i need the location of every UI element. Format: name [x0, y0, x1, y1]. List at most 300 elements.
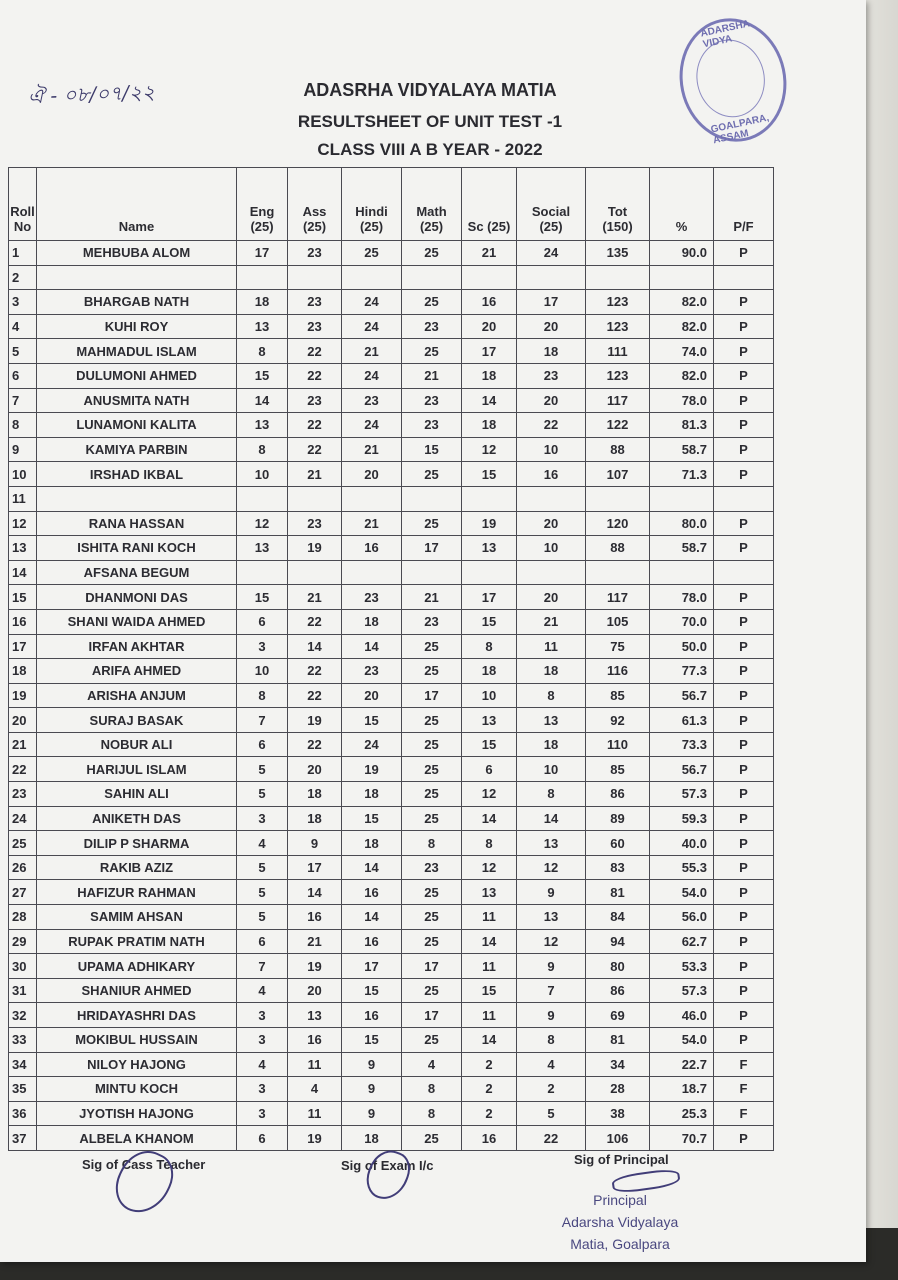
- social-cell: 23: [517, 363, 586, 388]
- social-cell: 20: [517, 585, 586, 610]
- sc-cell: 12: [462, 855, 517, 880]
- roll-no-cell: 23: [9, 782, 37, 807]
- roll-no-cell: 12: [9, 511, 37, 536]
- ass-cell: 11: [288, 1052, 342, 1077]
- total-cell: 106: [586, 1126, 650, 1151]
- table-row: [9, 536, 774, 561]
- ass-cell: 23: [288, 511, 342, 536]
- hindi-cell: 25: [342, 241, 402, 266]
- eng-cell: 6: [237, 609, 288, 634]
- eng-cell: [237, 265, 288, 290]
- pass-fail-cell: F: [714, 1101, 774, 1126]
- hindi-cell: 24: [342, 732, 402, 757]
- sc-cell: [462, 560, 517, 585]
- principal-signature-label: Sig of Principal: [574, 1152, 669, 1167]
- eng-cell: [237, 560, 288, 585]
- percent-cell: 77.3: [650, 659, 714, 684]
- hindi-cell: 21: [342, 437, 402, 462]
- hindi-cell: 24: [342, 413, 402, 438]
- hindi-cell: 24: [342, 314, 402, 339]
- name-cell: DULUMONI AHMED: [37, 363, 237, 388]
- math-cell: 21: [402, 363, 462, 388]
- column-header: [714, 168, 774, 241]
- hindi-cell: 16: [342, 880, 402, 905]
- ass-cell: 4: [288, 1077, 342, 1102]
- hindi-cell: 24: [342, 363, 402, 388]
- pass-fail-cell: P: [714, 462, 774, 487]
- roll-no-cell: 28: [9, 905, 37, 930]
- column-header: [237, 168, 288, 241]
- ass-cell: 9: [288, 831, 342, 856]
- roll-no-cell: 18: [9, 659, 37, 684]
- column-header: [288, 168, 342, 241]
- sc-cell: 18: [462, 413, 517, 438]
- principal-stamp-place: Matia, Goalpara: [570, 1236, 670, 1252]
- name-cell: ARISHA ANJUM: [37, 683, 237, 708]
- hindi-cell: 18: [342, 609, 402, 634]
- eng-cell: 3: [237, 1028, 288, 1053]
- eng-cell: 8: [237, 437, 288, 462]
- total-cell: 116: [586, 659, 650, 684]
- total-cell: 28: [586, 1077, 650, 1102]
- eng-cell: 13: [237, 536, 288, 561]
- ass-cell: 21: [288, 585, 342, 610]
- percent-cell: 82.0: [650, 290, 714, 315]
- pass-fail-cell: F: [714, 1077, 774, 1102]
- eng-cell: 4: [237, 831, 288, 856]
- pass-fail-cell: P: [714, 732, 774, 757]
- social-cell: 10: [517, 757, 586, 782]
- hindi-cell: [342, 265, 402, 290]
- percent-cell: 74.0: [650, 339, 714, 364]
- social-cell: 11: [517, 634, 586, 659]
- roll-no-cell: 37: [9, 1126, 37, 1151]
- column-header: [402, 168, 462, 241]
- name-cell: MAHMADUL ISLAM: [37, 339, 237, 364]
- roll-no-cell: 29: [9, 929, 37, 954]
- pass-fail-cell: P: [714, 855, 774, 880]
- total-cell: 111: [586, 339, 650, 364]
- eng-cell: 4: [237, 1052, 288, 1077]
- roll-no-cell: 36: [9, 1101, 37, 1126]
- roll-no-cell: 34: [9, 1052, 37, 1077]
- table-row: [9, 905, 774, 930]
- sc-cell: 21: [462, 241, 517, 266]
- name-cell: SHANI WAIDA AHMED: [37, 609, 237, 634]
- handwritten-date: ঐ - ০৮/০৭/২২: [27, 79, 156, 109]
- sc-cell: 19: [462, 511, 517, 536]
- sc-cell: 2: [462, 1052, 517, 1077]
- roll-no-cell: 9: [9, 437, 37, 462]
- percent-cell: 82.0: [650, 314, 714, 339]
- math-cell: 25: [402, 241, 462, 266]
- roll-no-cell: 22: [9, 757, 37, 782]
- pass-fail-cell: [714, 486, 774, 511]
- roll-no-cell: 3: [9, 290, 37, 315]
- seal-inner-ring: [689, 33, 772, 123]
- table-row: [9, 585, 774, 610]
- ass-cell: 16: [288, 905, 342, 930]
- ass-cell: 22: [288, 732, 342, 757]
- math-cell: 17: [402, 954, 462, 979]
- pass-fail-cell: P: [714, 954, 774, 979]
- hindi-cell: [342, 560, 402, 585]
- total-cell: 122: [586, 413, 650, 438]
- percent-cell: 82.0: [650, 363, 714, 388]
- column-header-line1: Roll: [10, 204, 35, 219]
- table-row: [9, 732, 774, 757]
- ass-cell: 23: [288, 241, 342, 266]
- social-cell: 18: [517, 339, 586, 364]
- total-cell: 38: [586, 1101, 650, 1126]
- math-cell: 8: [402, 1077, 462, 1102]
- hindi-cell: 20: [342, 683, 402, 708]
- social-cell: 22: [517, 413, 586, 438]
- math-cell: 4: [402, 1052, 462, 1077]
- total-cell: 81: [586, 880, 650, 905]
- math-cell: 25: [402, 782, 462, 807]
- percent-cell: 25.3: [650, 1101, 714, 1126]
- results-table: [8, 167, 774, 1151]
- sc-cell: 13: [462, 708, 517, 733]
- exam-ic-signature-label: Sig of Exam I/c: [341, 1158, 434, 1173]
- percent-cell: 40.0: [650, 831, 714, 856]
- hindi-cell: 14: [342, 634, 402, 659]
- pass-fail-cell: P: [714, 437, 774, 462]
- percent-cell: 18.7: [650, 1077, 714, 1102]
- roll-no-cell: 5: [9, 339, 37, 364]
- total-cell: 88: [586, 536, 650, 561]
- sc-cell: 13: [462, 880, 517, 905]
- roll-no-cell: 30: [9, 954, 37, 979]
- eng-cell: 3: [237, 1101, 288, 1126]
- name-cell: ALBELA KHANOM: [37, 1126, 237, 1151]
- table-row: [9, 1101, 774, 1126]
- roll-no-cell: 32: [9, 1003, 37, 1028]
- pass-fail-cell: P: [714, 683, 774, 708]
- column-header-line1: Eng: [249, 204, 275, 219]
- math-cell: 17: [402, 1003, 462, 1028]
- table-row: [9, 265, 774, 290]
- social-cell: 8: [517, 1028, 586, 1053]
- math-cell: 8: [402, 1101, 462, 1126]
- eng-cell: 18: [237, 290, 288, 315]
- pass-fail-cell: P: [714, 1003, 774, 1028]
- name-cell: ANIKETH DAS: [37, 806, 237, 831]
- sc-cell: 12: [462, 437, 517, 462]
- social-cell: 14: [517, 806, 586, 831]
- ass-cell: 23: [288, 290, 342, 315]
- column-header-line2: (25): [359, 219, 384, 234]
- class-teacher-signature-label: Sig of Cass Teacher: [82, 1157, 206, 1172]
- hindi-cell: 15: [342, 708, 402, 733]
- ass-cell: 22: [288, 339, 342, 364]
- social-cell: 9: [517, 954, 586, 979]
- math-cell: 25: [402, 634, 462, 659]
- percent-cell: 80.0: [650, 511, 714, 536]
- table-row: [9, 1077, 774, 1102]
- table-body: [9, 241, 774, 1151]
- total-cell: 94: [586, 929, 650, 954]
- table-row: [9, 1003, 774, 1028]
- column-header-line2: No: [13, 219, 32, 234]
- name-cell: [37, 486, 237, 511]
- math-cell: 21: [402, 585, 462, 610]
- social-cell: 5: [517, 1101, 586, 1126]
- name-cell: AFSANA BEGUM: [37, 560, 237, 585]
- pass-fail-cell: P: [714, 363, 774, 388]
- math-cell: 17: [402, 536, 462, 561]
- table-row: [9, 683, 774, 708]
- name-cell: SHANIUR AHMED: [37, 978, 237, 1003]
- social-cell: 20: [517, 388, 586, 413]
- eng-cell: 8: [237, 683, 288, 708]
- name-cell: ARIFA AHMED: [37, 659, 237, 684]
- table-row: [9, 413, 774, 438]
- principal-stamp-title: Principal: [593, 1192, 647, 1208]
- ass-cell: 22: [288, 413, 342, 438]
- name-cell: MOKIBUL HUSSAIN: [37, 1028, 237, 1053]
- sc-cell: 8: [462, 831, 517, 856]
- total-cell: 117: [586, 388, 650, 413]
- percent-cell: [650, 560, 714, 585]
- total-cell: 86: [586, 782, 650, 807]
- hindi-cell: [342, 486, 402, 511]
- percent-cell: 90.0: [650, 241, 714, 266]
- total-cell: 81: [586, 1028, 650, 1053]
- total-cell: 120: [586, 511, 650, 536]
- math-cell: 17: [402, 683, 462, 708]
- name-cell: IRSHAD IKBAL: [37, 462, 237, 487]
- hindi-cell: 23: [342, 388, 402, 413]
- social-cell: 18: [517, 659, 586, 684]
- social-cell: 7: [517, 978, 586, 1003]
- pass-fail-cell: P: [714, 290, 774, 315]
- eng-cell: 3: [237, 1077, 288, 1102]
- name-cell: RANA HASSAN: [37, 511, 237, 536]
- column-header: [9, 168, 37, 241]
- sc-cell: 14: [462, 929, 517, 954]
- eng-cell: 8: [237, 339, 288, 364]
- percent-cell: 46.0: [650, 1003, 714, 1028]
- social-cell: 24: [517, 241, 586, 266]
- math-cell: 25: [402, 339, 462, 364]
- table-row: [9, 1028, 774, 1053]
- eng-cell: 12: [237, 511, 288, 536]
- total-cell: 34: [586, 1052, 650, 1077]
- percent-cell: 53.3: [650, 954, 714, 979]
- percent-cell: 22.7: [650, 1052, 714, 1077]
- sc-cell: [462, 265, 517, 290]
- social-cell: 21: [517, 609, 586, 634]
- name-cell: SAHIN ALI: [37, 782, 237, 807]
- name-cell: KAMIYA PARBIN: [37, 437, 237, 462]
- eng-cell: 3: [237, 806, 288, 831]
- total-cell: 117: [586, 585, 650, 610]
- hindi-cell: 15: [342, 806, 402, 831]
- ass-cell: [288, 486, 342, 511]
- sc-cell: 15: [462, 978, 517, 1003]
- hindi-cell: 16: [342, 929, 402, 954]
- hindi-cell: 14: [342, 905, 402, 930]
- math-cell: 25: [402, 511, 462, 536]
- hindi-cell: 9: [342, 1077, 402, 1102]
- percent-cell: 56.0: [650, 905, 714, 930]
- roll-no-cell: 17: [9, 634, 37, 659]
- social-cell: 13: [517, 905, 586, 930]
- pass-fail-cell: P: [714, 806, 774, 831]
- pass-fail-cell: P: [714, 314, 774, 339]
- math-cell: 23: [402, 855, 462, 880]
- hindi-cell: 24: [342, 290, 402, 315]
- name-cell: MINTU KOCH: [37, 1077, 237, 1102]
- sc-cell: 11: [462, 1003, 517, 1028]
- math-cell: 25: [402, 757, 462, 782]
- percent-cell: [650, 486, 714, 511]
- roll-no-cell: 13: [9, 536, 37, 561]
- total-cell: 105: [586, 609, 650, 634]
- pass-fail-cell: P: [714, 634, 774, 659]
- table-row: [9, 880, 774, 905]
- percent-cell: 56.7: [650, 757, 714, 782]
- total-cell: 123: [586, 314, 650, 339]
- sc-cell: 2: [462, 1077, 517, 1102]
- total-cell: [586, 265, 650, 290]
- roll-no-cell: 25: [9, 831, 37, 856]
- math-cell: 25: [402, 1028, 462, 1053]
- name-cell: DHANMONI DAS: [37, 585, 237, 610]
- total-cell: 135: [586, 241, 650, 266]
- percent-cell: 54.0: [650, 880, 714, 905]
- class-teacher-signature: [107, 1142, 181, 1222]
- math-cell: 25: [402, 659, 462, 684]
- social-cell: 4: [517, 1052, 586, 1077]
- ass-cell: 22: [288, 437, 342, 462]
- table-row: [9, 339, 774, 364]
- social-cell: 10: [517, 437, 586, 462]
- total-cell: 86: [586, 978, 650, 1003]
- table-row: [9, 462, 774, 487]
- pass-fail-cell: P: [714, 1028, 774, 1053]
- sc-cell: 6: [462, 757, 517, 782]
- math-cell: [402, 265, 462, 290]
- math-cell: 23: [402, 388, 462, 413]
- seal-bottom-text: GOALPARA, ASSAM: [709, 112, 771, 147]
- roll-no-cell: 19: [9, 683, 37, 708]
- name-cell: NOBUR ALI: [37, 732, 237, 757]
- percent-cell: 70.0: [650, 609, 714, 634]
- eng-cell: 6: [237, 1126, 288, 1151]
- math-cell: 15: [402, 437, 462, 462]
- roll-no-cell: 24: [9, 806, 37, 831]
- eng-cell: 15: [237, 363, 288, 388]
- eng-cell: [237, 486, 288, 511]
- total-cell: 83: [586, 855, 650, 880]
- sc-cell: 18: [462, 363, 517, 388]
- table-row: [9, 782, 774, 807]
- ass-cell: 19: [288, 954, 342, 979]
- social-cell: 2: [517, 1077, 586, 1102]
- column-header: [462, 168, 517, 241]
- pass-fail-cell: P: [714, 659, 774, 684]
- table-row: [9, 757, 774, 782]
- sc-cell: 14: [462, 806, 517, 831]
- eng-cell: 5: [237, 855, 288, 880]
- table-row: [9, 511, 774, 536]
- exam-ic-signature: [361, 1145, 416, 1206]
- social-cell: 10: [517, 536, 586, 561]
- column-header-line1: Hindi: [355, 204, 388, 219]
- pass-fail-cell: [714, 265, 774, 290]
- total-cell: 85: [586, 683, 650, 708]
- ass-cell: 19: [288, 708, 342, 733]
- eng-cell: 5: [237, 757, 288, 782]
- eng-cell: 6: [237, 732, 288, 757]
- total-cell: [586, 486, 650, 511]
- table-header-row: [9, 168, 774, 241]
- hindi-cell: 17: [342, 954, 402, 979]
- column-header: [342, 168, 402, 241]
- ass-cell: 14: [288, 880, 342, 905]
- roll-no-cell: 21: [9, 732, 37, 757]
- eng-cell: 13: [237, 413, 288, 438]
- total-cell: 89: [586, 806, 650, 831]
- name-cell: UPAMA ADHIKARY: [37, 954, 237, 979]
- math-cell: 25: [402, 1126, 462, 1151]
- hindi-cell: 21: [342, 339, 402, 364]
- hindi-cell: 21: [342, 511, 402, 536]
- eng-cell: 6: [237, 929, 288, 954]
- sc-cell: 11: [462, 905, 517, 930]
- social-cell: 20: [517, 314, 586, 339]
- ass-cell: 20: [288, 978, 342, 1003]
- pass-fail-cell: P: [714, 413, 774, 438]
- sc-cell: 17: [462, 339, 517, 364]
- hindi-cell: 18: [342, 1126, 402, 1151]
- name-cell: HRIDAYASHRI DAS: [37, 1003, 237, 1028]
- table-row: [9, 609, 774, 634]
- table-row: [9, 1052, 774, 1077]
- table-row: [9, 241, 774, 266]
- percent-cell: 62.7: [650, 929, 714, 954]
- table-row: [9, 290, 774, 315]
- percent-cell: 61.3: [650, 708, 714, 733]
- ass-cell: 21: [288, 929, 342, 954]
- column-header: [37, 168, 237, 241]
- ass-cell: 23: [288, 314, 342, 339]
- table-row: [9, 363, 774, 388]
- social-cell: 13: [517, 708, 586, 733]
- math-cell: 23: [402, 609, 462, 634]
- percent-cell: 70.7: [650, 1126, 714, 1151]
- ass-cell: 18: [288, 806, 342, 831]
- social-cell: 18: [517, 732, 586, 757]
- pass-fail-cell: P: [714, 511, 774, 536]
- table-row: [9, 659, 774, 684]
- pass-fail-cell: P: [714, 929, 774, 954]
- column-header-line1: Math: [416, 204, 447, 219]
- column-header-line2: %: [675, 219, 688, 234]
- column-header-line1: Tot: [607, 204, 628, 219]
- roll-no-cell: 31: [9, 978, 37, 1003]
- ass-cell: 20: [288, 757, 342, 782]
- name-cell: MEHBUBA ALOM: [37, 241, 237, 266]
- name-cell: HARIJUL ISLAM: [37, 757, 237, 782]
- column-header-line2: (150): [602, 219, 633, 234]
- total-cell: 84: [586, 905, 650, 930]
- column-header-line2: (25): [419, 219, 444, 234]
- ass-cell: 22: [288, 659, 342, 684]
